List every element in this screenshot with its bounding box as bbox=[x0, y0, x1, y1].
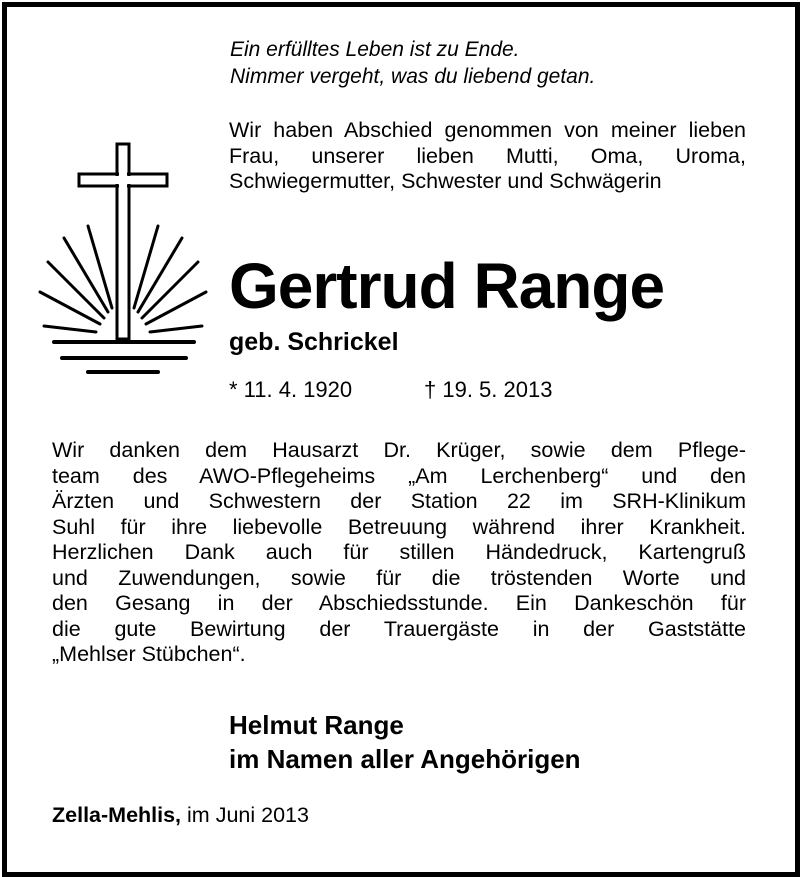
place-city: Zella-Mehlis, bbox=[52, 803, 182, 827]
place-date: im Juni 2013 bbox=[187, 803, 309, 827]
thanks-line: Suhl für ihre liebevolle Betreuung während ihrer Krankheit. bbox=[52, 514, 746, 539]
intro-text: Wir haben Abschied genommen von meiner lieben Frau, unserer lieben Mutti, Oma, Uroma, Schwiegermutter, Schwester und Schwägerin bbox=[229, 118, 746, 193]
signature-name: Helmut Range bbox=[229, 710, 404, 740]
place-and-date bbox=[52, 800, 309, 830]
thanks-text bbox=[52, 438, 746, 668]
cross-sunrise-icon bbox=[34, 140, 219, 380]
thanks-line: und Zuwendungen, sowie für die tröstenden Worte und bbox=[52, 565, 746, 590]
thanks-line: team des AWO-Pflegeheims „Am Lerchenberg“ und den bbox=[52, 463, 746, 488]
life-dates bbox=[229, 375, 553, 405]
motto-line-2: Nimmer vergeht, was du liebend getan. bbox=[230, 65, 596, 88]
maiden-name: geb. Schrickel bbox=[229, 328, 399, 356]
thanks-line: Ärzten und Schwestern der Station 22 im SRH-Klinikum bbox=[52, 489, 746, 513]
thanks-line: Herzlichen Dank auch für stillen Händedruck, Kartengruß bbox=[52, 540, 746, 564]
signature-subtitle: im Namen aller Angehörigen bbox=[229, 744, 581, 774]
birth-date: * 11. 4. 1920 bbox=[229, 377, 353, 402]
motto bbox=[230, 36, 595, 90]
thanks-line: „Mehlser Stübchen“. bbox=[52, 642, 246, 666]
death-date: † 19. 5. 2013 bbox=[424, 377, 553, 402]
thanks-line: die gute Bewirtung der Trauergäste in der Gaststätte bbox=[52, 616, 746, 641]
deceased-name: Gertrud Range bbox=[229, 250, 665, 322]
motto-line-1: Ein erfülltes Leben ist zu Ende. bbox=[230, 38, 520, 61]
thanks-line: Wir danken dem Hausarzt Dr. Krüger, sowie dem Pflege- bbox=[52, 438, 746, 462]
signature bbox=[229, 708, 581, 776]
thanks-line: den Gesang in der Abschiedsstunde. Ein Dankeschön für bbox=[52, 591, 746, 615]
